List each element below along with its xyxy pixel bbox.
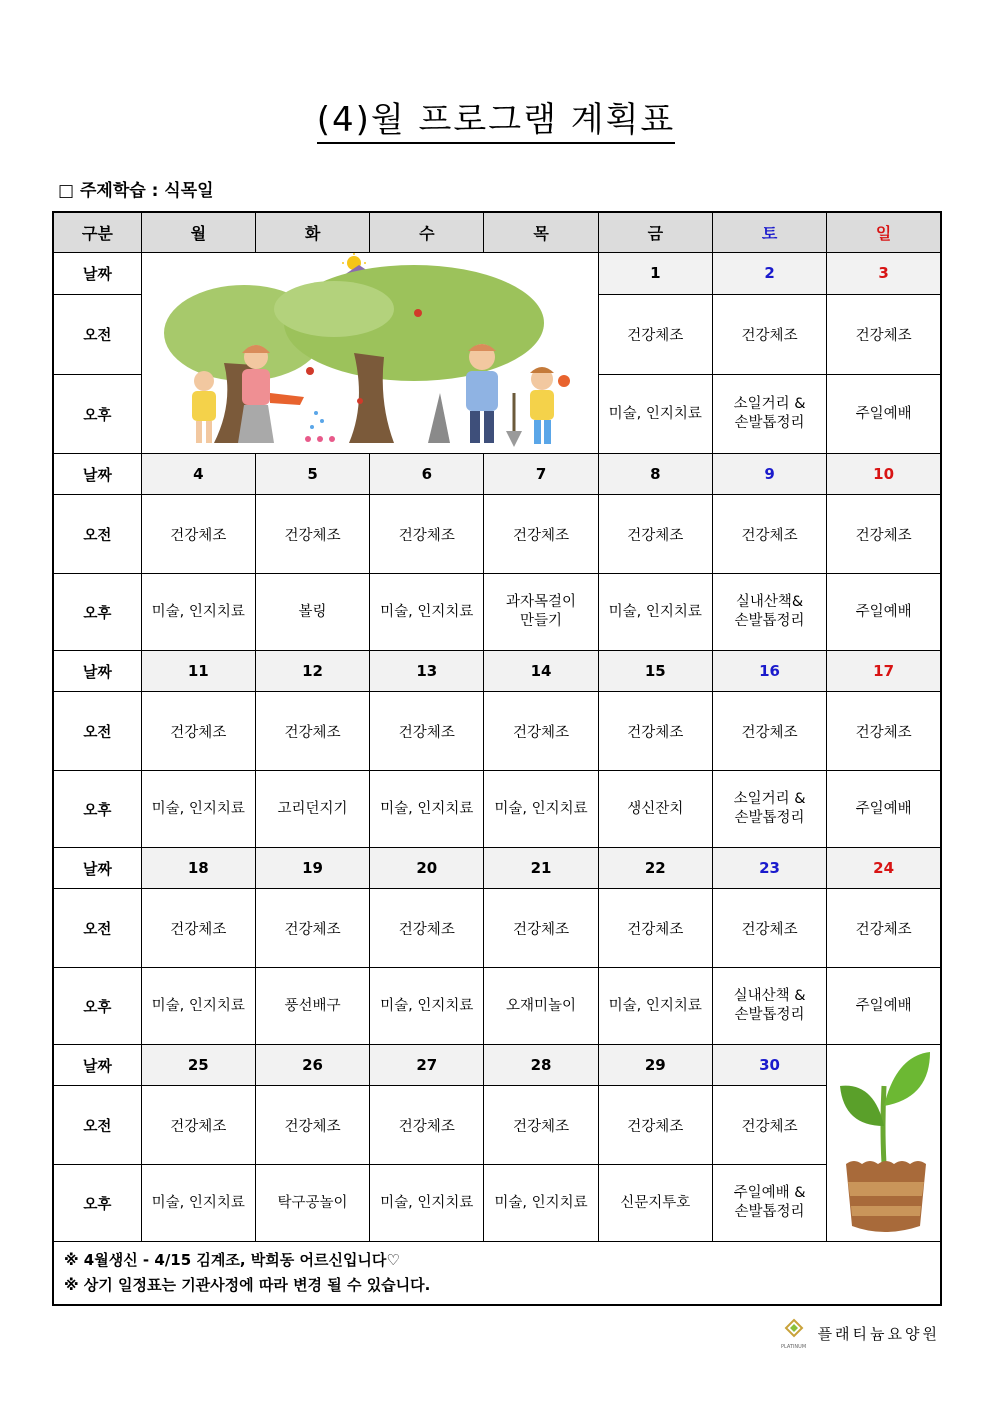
pm-activity: 신문지투호 bbox=[598, 1165, 712, 1242]
pm-activity: 미술, 인지치료 bbox=[141, 1165, 255, 1242]
row-label-date: 날짜 bbox=[53, 253, 141, 295]
pm-activity: 미술, 인지치료 bbox=[370, 771, 484, 848]
note-line: ※ 상기 일정표는 기관사정에 따라 변경 될 수 있습니다. bbox=[64, 1276, 431, 1294]
am-activity: 건강체조 bbox=[255, 889, 369, 968]
date-cell: 15 bbox=[598, 651, 712, 692]
row-label-date: 날짜 bbox=[53, 848, 141, 889]
pm-row bbox=[53, 771, 941, 848]
pm-activity: 미술, 인지치료 bbox=[598, 968, 712, 1045]
am-activity: 건강체조 bbox=[141, 1086, 255, 1165]
am-activity: 건강체조 bbox=[712, 294, 826, 375]
am-activity: 건강체조 bbox=[827, 495, 941, 574]
sprout-pot-icon bbox=[834, 1046, 934, 1236]
row-label-pm: 오후 bbox=[53, 968, 141, 1045]
pm-activity: 미술, 인지치료 bbox=[484, 1165, 598, 1242]
pm-row bbox=[53, 574, 941, 651]
pm-activity: 실내산책& 손발톱정리 bbox=[712, 574, 826, 651]
date-row bbox=[53, 848, 941, 889]
theme-subtitle: □ 주제학습 : 식목일 bbox=[58, 181, 214, 201]
program-calendar bbox=[52, 211, 942, 1306]
pm-activity: 실내산책 & 손발톱정리 bbox=[712, 968, 826, 1045]
date-cell: 14 bbox=[484, 651, 598, 692]
date-row bbox=[53, 253, 941, 295]
date-cell: 9 bbox=[712, 454, 826, 495]
pm-activity: 주일예배 bbox=[827, 574, 941, 651]
header-day: 금 bbox=[598, 212, 712, 253]
pm-activity: 주일예배 bbox=[827, 968, 941, 1045]
pm-activity: 고리던지기 bbox=[255, 771, 369, 848]
pm-activity: 풍선배구 bbox=[255, 968, 369, 1045]
tree-planting-illustration bbox=[144, 253, 596, 449]
header-category: 구분 bbox=[53, 212, 141, 253]
date-cell: 24 bbox=[827, 848, 941, 889]
date-cell: 16 bbox=[712, 651, 826, 692]
date-cell: 4 bbox=[141, 454, 255, 495]
am-activity: 건강체조 bbox=[598, 889, 712, 968]
pm-activity: 주일예배 & 손발톱정리 bbox=[712, 1165, 826, 1242]
am-activity: 건강체조 bbox=[484, 692, 598, 771]
date-cell: 28 bbox=[484, 1045, 598, 1086]
date-cell: 22 bbox=[598, 848, 712, 889]
am-activity: 건강체조 bbox=[712, 692, 826, 771]
brand-name: 플래티늄요양원 bbox=[817, 1324, 940, 1343]
row-label-am: 오전 bbox=[53, 889, 141, 968]
pm-row bbox=[53, 968, 941, 1045]
date-cell: 27 bbox=[370, 1045, 484, 1086]
am-activity: 건강체조 bbox=[255, 692, 369, 771]
pm-activity: 미술, 인지치료 bbox=[598, 375, 712, 454]
pm-activity: 미술, 인지치료 bbox=[370, 968, 484, 1045]
pm-activity: 미술, 인지치료 bbox=[141, 574, 255, 651]
date-cell: 20 bbox=[370, 848, 484, 889]
row-label-date: 날짜 bbox=[53, 651, 141, 692]
date-row bbox=[53, 454, 941, 495]
row-label-date: 날짜 bbox=[53, 454, 141, 495]
am-activity: 건강체조 bbox=[370, 889, 484, 968]
pm-activity: 볼링 bbox=[255, 574, 369, 651]
date-cell: 23 bbox=[712, 848, 826, 889]
row-label-pm: 오후 bbox=[53, 771, 141, 848]
am-activity: 건강체조 bbox=[370, 495, 484, 574]
date-cell: 13 bbox=[370, 651, 484, 692]
am-activity: 건강체조 bbox=[255, 1086, 369, 1165]
header-day: 수 bbox=[370, 212, 484, 253]
pm-activity: 주일예배 bbox=[827, 771, 941, 848]
am-activity: 건강체조 bbox=[141, 889, 255, 968]
am-activity: 건강체조 bbox=[712, 889, 826, 968]
am-activity: 건강체조 bbox=[141, 495, 255, 574]
am-activity: 건강체조 bbox=[370, 692, 484, 771]
am-activity: 건강체조 bbox=[712, 495, 826, 574]
am-activity: 건강체조 bbox=[255, 495, 369, 574]
header-day: 일 bbox=[827, 212, 941, 253]
date-cell: 5 bbox=[255, 454, 369, 495]
pm-activity: 미술, 인지치료 bbox=[598, 574, 712, 651]
date-cell: 11 bbox=[141, 651, 255, 692]
date-cell: 25 bbox=[141, 1045, 255, 1086]
header-day: 월 bbox=[141, 212, 255, 253]
row-label-pm: 오후 bbox=[53, 574, 141, 651]
pm-activity: 소일거리 & 손발톱정리 bbox=[712, 771, 826, 848]
row-label-am: 오전 bbox=[53, 692, 141, 771]
am-activity: 건강체조 bbox=[484, 1086, 598, 1165]
pm-activity: 생신잔치 bbox=[598, 771, 712, 848]
footer-brand bbox=[778, 1316, 940, 1350]
date-cell: 10 bbox=[827, 454, 941, 495]
am-activity: 건강체조 bbox=[598, 294, 712, 375]
date-cell: 21 bbox=[484, 848, 598, 889]
row-label-am: 오전 bbox=[53, 495, 141, 574]
pm-activity: 오재미놀이 bbox=[484, 968, 598, 1045]
pm-activity: 소일거리 & 손발톱정리 bbox=[712, 375, 826, 454]
header-day: 목 bbox=[484, 212, 598, 253]
am-activity: 건강체조 bbox=[827, 692, 941, 771]
pm-activity: 미술, 인지치료 bbox=[370, 574, 484, 651]
date-cell: 29 bbox=[598, 1045, 712, 1086]
date-cell: 3 bbox=[827, 253, 941, 295]
date-cell: 12 bbox=[255, 651, 369, 692]
row-label-am: 오전 bbox=[53, 294, 141, 375]
am-row bbox=[53, 692, 941, 771]
am-row bbox=[53, 1086, 941, 1165]
notes-row bbox=[53, 1242, 941, 1306]
date-cell: 17 bbox=[827, 651, 941, 692]
date-cell: 6 bbox=[370, 454, 484, 495]
am-activity: 건강체조 bbox=[598, 1086, 712, 1165]
date-row bbox=[53, 1045, 941, 1086]
row-label-pm: 오후 bbox=[53, 1165, 141, 1242]
note-line: ※ 4월생신 - 4/15 김계조, 박희동 어르신입니다♡ bbox=[64, 1251, 400, 1269]
platinum-logo-icon: PLATINUM bbox=[778, 1316, 810, 1350]
am-activity: 건강체조 bbox=[370, 1086, 484, 1165]
row-label-pm: 오후 bbox=[53, 375, 141, 454]
date-cell: 26 bbox=[255, 1045, 369, 1086]
date-cell: 18 bbox=[141, 848, 255, 889]
header-row bbox=[53, 212, 941, 253]
header-day: 토 bbox=[712, 212, 826, 253]
row-label-date: 날짜 bbox=[53, 1045, 141, 1086]
pm-activity: 탁구공놀이 bbox=[255, 1165, 369, 1242]
am-row bbox=[53, 495, 941, 574]
date-cell: 2 bbox=[712, 253, 826, 295]
date-cell: 1 bbox=[598, 253, 712, 295]
date-cell: 8 bbox=[598, 454, 712, 495]
notes-cell bbox=[53, 1242, 941, 1306]
am-activity: 건강체조 bbox=[598, 692, 712, 771]
am-activity: 건강체조 bbox=[827, 889, 941, 968]
pm-activity: 미술, 인지치료 bbox=[141, 968, 255, 1045]
date-cell: 19 bbox=[255, 848, 369, 889]
am-activity: 건강체조 bbox=[827, 294, 941, 375]
pm-activity: 미술, 인지치료 bbox=[484, 771, 598, 848]
pm-activity: 주일예배 bbox=[827, 375, 941, 454]
illustration-cell bbox=[141, 253, 598, 454]
am-activity: 건강체조 bbox=[484, 495, 598, 574]
pm-activity: 미술, 인지치료 bbox=[370, 1165, 484, 1242]
am-activity: 건강체조 bbox=[484, 889, 598, 968]
sprout-cell bbox=[827, 1045, 941, 1242]
date-cell: 7 bbox=[484, 454, 598, 495]
am-row bbox=[53, 889, 941, 968]
am-activity: 건강체조 bbox=[598, 495, 712, 574]
date-row bbox=[53, 651, 941, 692]
header-day: 화 bbox=[255, 212, 369, 253]
date-cell: 30 bbox=[712, 1045, 826, 1086]
am-activity: 건강체조 bbox=[141, 692, 255, 771]
row-label-am: 오전 bbox=[53, 1086, 141, 1165]
am-activity: 건강체조 bbox=[712, 1086, 826, 1165]
pm-activity: 과자목걸이 만들기 bbox=[484, 574, 598, 651]
pm-row bbox=[53, 1165, 941, 1242]
pm-activity: 미술, 인지치료 bbox=[141, 771, 255, 848]
page-title: (4)월 프로그램 계획표 bbox=[0, 92, 992, 141]
